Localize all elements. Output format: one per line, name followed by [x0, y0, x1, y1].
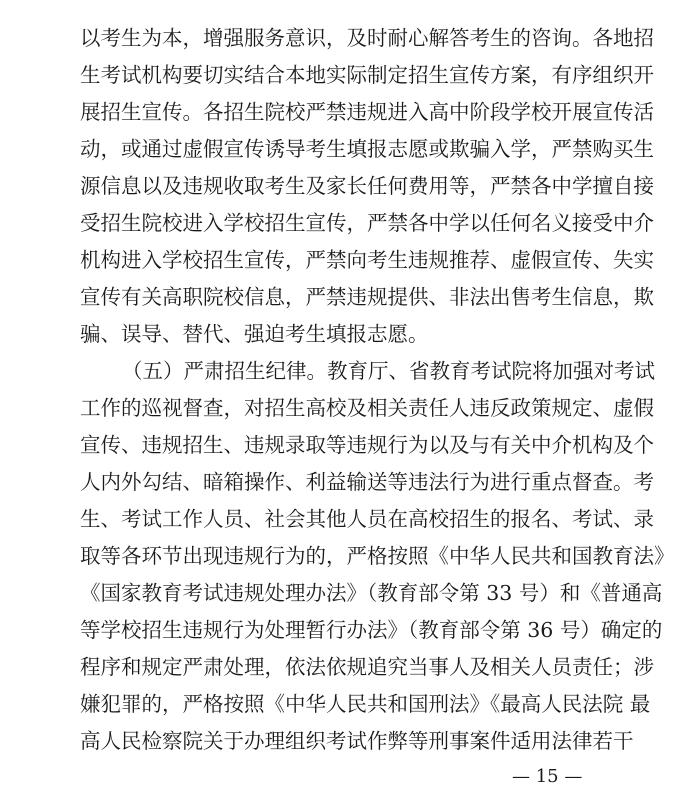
section-heading-line: （五）严肃招生纪律。教育厅、省教育考试院将加强对考试 [122, 359, 655, 383]
text-line-14: 生、考试工作人员、社会其他人员在高校招生的报名、考试、录 [80, 507, 654, 531]
text-line-16: 《国家教育考试违规处理办法》（教育部令第 33 号）和《普通高 [80, 581, 663, 605]
text-line-8: 宣传有关高职院校信息，严禁违规提供、非法出售考生信息，欺 [80, 285, 654, 309]
text-line-5: 源信息以及违规收取考生及家长任何费用等，严禁各中学擅自接 [80, 174, 654, 198]
page-number: — 15 — [512, 766, 583, 787]
text-line-4: 动，或通过虚假宣传诱导考生填报志愿或欺骗入学，严禁购买生 [80, 137, 654, 161]
text-line-2: 生考试机构要切实结合本地实际制定招生宣传方案，有序组织开 [80, 63, 654, 87]
text-line-1: 以考生为本，增强服务意识，及时耐心解答考生的咨询。各地招 [80, 26, 654, 50]
text-line-19: 嫌犯罪的，严格按照《中华人民共和国刑法》《最高人民法院 最 [80, 692, 651, 716]
text-line-17: 等学校招生违规行为处理暂行办法》（教育部令第 36 号）确定的 [80, 618, 663, 642]
text-line-11: 工作的巡视督查，对招生高校及相关责任人违反政策规定、虚假 [80, 396, 654, 420]
text-line-6: 受招生院校进入学校招生宣传，严禁各中学以任何名义接受中介 [80, 211, 654, 235]
text-line-13: 人内外勾结、暗箱操作、利益输送等违法行为进行重点督查。考 [80, 470, 654, 494]
text-line-15: 取等各环节出现违规行为的，严格按照《中华人民共和国教育法》 [80, 544, 675, 568]
text-line-18: 程序和规定严肃处理，依法依规追究当事人及相关人员责任；涉 [80, 655, 654, 679]
text-line-7: 机构进入学校招生宣传，严禁向考生违规推荐、虚假宣传、失实 [80, 248, 654, 272]
text-line-12: 宣传、违规招生、违规录取等违规行为以及与有关中介机构及个 [80, 433, 654, 457]
text-line-20: 高人民检察院关于办理组织考试作弊等刑事案件适用法律若干 [80, 729, 634, 753]
text-line-9: 骗、误导、替代、强迫考生填报志愿。 [80, 322, 429, 346]
text-line-3: 展招生宣传。各招生院校严禁违规进入高中阶段学校开展宣传活 [80, 100, 654, 124]
